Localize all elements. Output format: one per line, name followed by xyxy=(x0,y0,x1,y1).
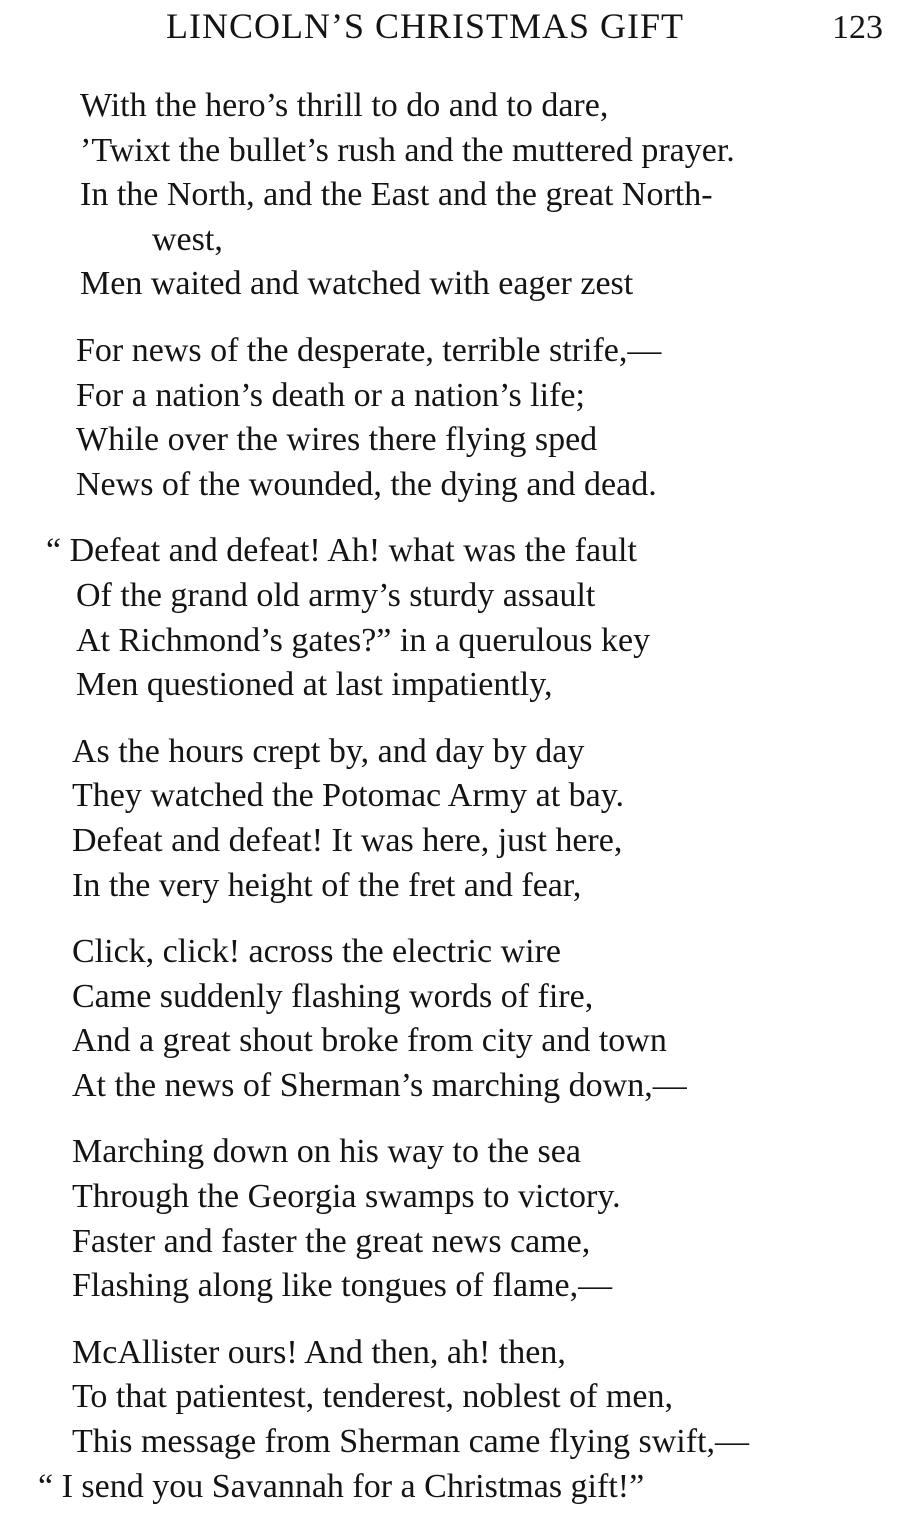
stanza-4 xyxy=(0,730,900,908)
poem-line: In the very height of the fret and fear, xyxy=(72,866,582,904)
poem-line: With the hero’s thrill to do and to dare, xyxy=(80,87,609,124)
poem-line: Men waited and watched with eager zest xyxy=(80,265,634,303)
poem-line: While over the wires there flying sped xyxy=(76,421,598,459)
stanza-5 xyxy=(0,930,900,1108)
poem-line: Of the grand old army’s sturdy assault xyxy=(76,576,596,614)
poem-line: And a great shout broke from city and town xyxy=(72,1022,667,1060)
poem-line: In the North, and the East and the great North- xyxy=(80,176,713,214)
poem-line-continuation: west, xyxy=(152,220,223,258)
page-number: 123 xyxy=(832,9,883,46)
poem-line: “ I send you Savannah for a Christmas gift!” xyxy=(38,1467,645,1505)
poem-line: ’Twixt the bullet’s rush and the muttered prayer. xyxy=(80,131,735,169)
stanza-2 xyxy=(0,329,900,507)
poem-line: To that patientest, tenderest, noblest of men, xyxy=(72,1378,673,1416)
poem-line: Through the Georgia swamps to victory. xyxy=(72,1178,621,1216)
poem-line: At the news of Sherman’s marching down,— xyxy=(72,1066,687,1104)
poem-line: Click, click! across the electric wire xyxy=(72,933,561,971)
poem-line: For news of the desperate, terrible strife,— xyxy=(76,331,662,369)
poem-line: As the hours crept by, and day by day xyxy=(72,732,585,770)
poem-line: “ Defeat and defeat! Ah! what was the fault xyxy=(46,532,637,570)
poem-line: News of the wounded, the dying and dead. xyxy=(76,465,657,503)
poem-line: They watched the Potomac Army at bay. xyxy=(72,777,625,815)
page-header xyxy=(0,4,900,48)
poem-line: For a nation’s death or a nation’s life; xyxy=(76,376,585,414)
stanza-1 xyxy=(0,84,900,307)
poem-line: At Richmond’s gates?” in a querulous key xyxy=(76,621,651,659)
running-title: LINCOLN’S CHRISTMAS GIFT xyxy=(166,6,685,46)
poem-body xyxy=(0,84,900,1531)
poem-line: Came suddenly flashing words of fire, xyxy=(72,977,594,1015)
stanza-7 xyxy=(0,1331,900,1509)
poem-line: Men questioned at last impatiently, xyxy=(76,666,553,704)
poem-line: Defeat and defeat! It was here, just here, xyxy=(72,821,623,859)
poem-line: This message from Sherman came flying swift,— xyxy=(72,1423,750,1461)
poem-line: McAllister ours! And then, ah! then, xyxy=(72,1333,566,1371)
stanza-3 xyxy=(0,529,900,707)
poem-line: Marching down on his way to the sea xyxy=(72,1133,581,1171)
stanza-6 xyxy=(0,1130,900,1308)
poem-line: Faster and faster the great news came, xyxy=(72,1222,591,1260)
poem-line: Flashing along like tongues of flame,— xyxy=(72,1267,613,1305)
